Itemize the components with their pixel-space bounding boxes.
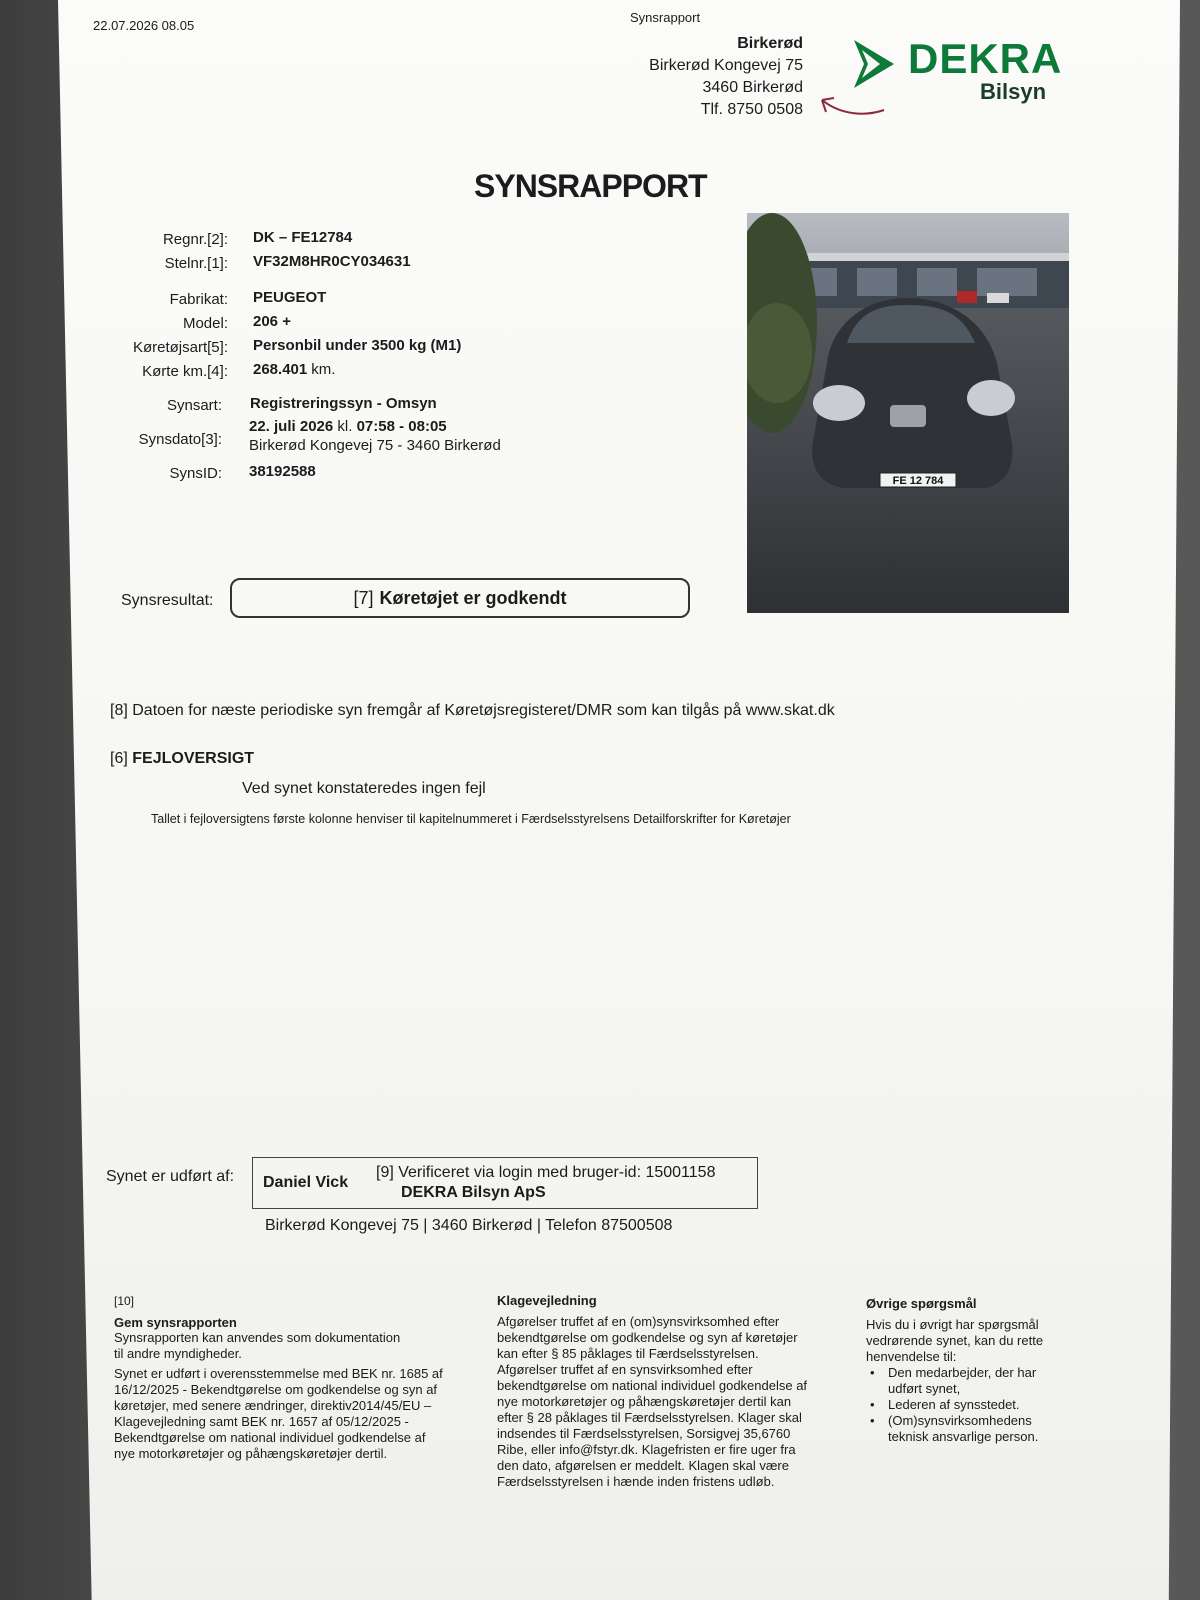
footer-save-p1 xyxy=(114,1330,484,1362)
station-street: Birkerød Kongevej 75 xyxy=(649,57,803,74)
synsdato-label: Synsdato[3]: xyxy=(138,431,222,448)
footer-complaint-title: Klagevejledning xyxy=(497,1293,597,1308)
footer-questions-title: Øvrige spørgsmål xyxy=(866,1296,977,1311)
synsid-value: 38192588 xyxy=(249,463,316,480)
vehicle-field-value-text: DK – FE12784 xyxy=(253,229,353,246)
footer-save-title: Gem synsrapporten xyxy=(114,1315,237,1330)
footer-line: den dato, afgørelsen er meddelt. Klagen skal være xyxy=(497,1458,789,1473)
footer-ref: [10] xyxy=(114,1294,135,1308)
vehicle-field-label: Køretøjsart[5]: xyxy=(132,339,228,356)
synsdato-date: 22. juli 2026 xyxy=(249,418,334,435)
vehicle-field-value-text: VF32M8HR0CY034631 xyxy=(253,253,411,270)
footer-questions-text xyxy=(866,1317,1096,1365)
footer-line: nye motorkøretøjer og påhængskøretøjer dertil. xyxy=(114,1446,388,1461)
footer-line: bekendtgørelse om godkendelse og syn af køretøjer xyxy=(497,1330,798,1345)
bullet-line: udført synet, xyxy=(888,1381,961,1396)
page-title: SYNSRAPPORT xyxy=(474,168,707,204)
station-phone: Tlf. 8750 0508 xyxy=(700,101,803,118)
footer-line: Synsrapporten kan anvendes som dokumentation xyxy=(114,1330,401,1345)
logo-text: DEKRA xyxy=(908,35,1063,82)
footer-line: til andre myndigheder. xyxy=(114,1346,242,1361)
synsid-label: SynsID: xyxy=(169,465,222,482)
footer-save-p2 xyxy=(114,1366,484,1462)
result-code: [7] xyxy=(353,587,374,608)
footer-line: vedrørende synet, kan du rette xyxy=(866,1333,1044,1348)
footer-line: indsendes til Færdselsstyrelsen, Sorsigvej 35,6760 xyxy=(497,1426,791,1441)
signature-address: Birkerød Kongevej 75 | 3460 Birkerød | Telefon 87500508 xyxy=(265,1217,673,1234)
station-name: Birkerød xyxy=(737,35,803,52)
footer-col-questions xyxy=(866,1296,1096,1445)
verified-line: [9] Verificeret via login med bruger-id: 15001158 xyxy=(376,1164,716,1181)
footer-line: Afgørelser truffet af en (om)synsvirksomhed efter xyxy=(497,1314,780,1329)
station-address xyxy=(560,33,803,121)
vehicle-field-value xyxy=(253,313,291,331)
vehicle-field-value xyxy=(253,229,352,247)
inspector-name: Daniel Vick xyxy=(263,1174,349,1191)
bullet-dot-icon: • xyxy=(870,1413,875,1428)
result-box xyxy=(230,578,690,618)
footer-line: kan efter § 85 påklages til Færdselsstyrelsen. xyxy=(497,1346,759,1361)
footer-questions-list xyxy=(866,1365,1096,1445)
footer-line: Klagevejledning samt BEK nr. 1657 af 05/12/2025 - xyxy=(114,1414,409,1429)
footer-line: Synet er udført i overensstemmelse med BEK nr. 1685 af xyxy=(114,1366,443,1381)
bullet-line: Den medarbejder, der har xyxy=(888,1365,1037,1380)
bullet-line: (Om)synsvirksomhedens xyxy=(888,1413,1032,1428)
car-photo-illustration xyxy=(747,213,1069,613)
synsart-label: Synsart: xyxy=(166,397,222,414)
synsdato-place: Birkerød Kongevej 75 - 3460 Birkerød xyxy=(249,437,501,454)
vehicle-field-unit: km. xyxy=(311,361,336,378)
result-text: Køretøjet er godkendt xyxy=(379,587,567,608)
station-city: 3460 Birkerød xyxy=(702,79,803,96)
vehicle-field-value xyxy=(253,337,461,355)
bullet-dot-icon: • xyxy=(870,1397,875,1412)
synsdato-time-prefix: kl. xyxy=(337,418,353,435)
footer-col-complaint xyxy=(497,1293,847,1490)
pen-arrow-mark-icon xyxy=(812,86,888,120)
vehicle-field-label: Fabrikat: xyxy=(169,291,228,308)
footer-line: nye motorkøretøjer og påhængskøretøjer dertil kan xyxy=(497,1394,792,1409)
signature-label: Synet er udført af: xyxy=(106,1168,235,1185)
fault-heading-code: [6] xyxy=(110,750,128,767)
vehicle-field-value-text: 268.401 xyxy=(253,361,308,378)
footer-complaint-text xyxy=(497,1314,847,1490)
vehicle-field-value xyxy=(253,361,335,379)
fault-heading-text: FEJLOVERSIGT xyxy=(132,750,255,767)
footer-line: køretøjer, med senere ændringer, direktiv2014/45/EU – xyxy=(114,1398,432,1413)
vehicle-field-value-text: 206 + xyxy=(253,313,291,330)
bullet-item xyxy=(866,1365,1096,1397)
vehicle-field-label: Regnr.[2]: xyxy=(162,231,228,248)
next-inspection-note: [8] Datoen for næste periodiske syn fremgår af Køretøjsregisteret/DMR som kan tilgås på www.skat.dk xyxy=(110,702,835,719)
doc-label: Synsrapport xyxy=(630,10,701,25)
vehicle-field-value-text: Personbil under 3500 kg (M1) xyxy=(253,337,462,354)
footer-line: Ribe, eller info@fstyr.dk. Klagefristen er fire uger fra xyxy=(497,1442,796,1457)
synsart-value: Registreringssyn - Omsyn xyxy=(250,395,437,412)
bullet-item xyxy=(866,1397,1096,1413)
footer-line: Hvis du i øvrigt har spørgsmål xyxy=(866,1317,1039,1332)
vehicle-field-value-text: PEUGEOT xyxy=(253,289,327,306)
bullet-line: teknisk ansvarlige person. xyxy=(888,1429,1039,1444)
footer-line: Færdselsstyrelsen i hænde inden fristens udløb. xyxy=(497,1474,775,1489)
bullet-line: Lederen af synsstedet. xyxy=(888,1397,1020,1412)
footer-line: efter § 28 påklages til Færdselsstyrelsen. Klager skal xyxy=(497,1410,802,1425)
footer-line: 16/12/2025 - Bekendtgørelse om godkendelse og syn af xyxy=(114,1382,438,1397)
vehicle-field-label: Kørte km.[4]: xyxy=(142,363,228,380)
company-name: DEKRA Bilsyn ApS xyxy=(401,1184,546,1201)
fault-heading xyxy=(110,750,254,768)
footer-col-save xyxy=(114,1293,484,1462)
vehicle-field-label: Model: xyxy=(182,315,228,332)
dekra-triangle-icon xyxy=(850,38,898,90)
footer-line: henvendelse til: xyxy=(866,1349,957,1364)
synsdato-value xyxy=(249,417,501,455)
vehicle-field-value xyxy=(253,253,411,271)
vehicle-photo xyxy=(747,213,1069,613)
fault-footnote: Tallet i fejloversigtens første kolonne henviser til kapitelnummeret i Færdselsstyrelsens Detailforskrifter for Køretøjer xyxy=(151,812,791,826)
logo-sub: Bilsyn xyxy=(980,79,1047,104)
synsdato-time: 07:58 - 08:05 xyxy=(356,418,447,435)
footer-line: bekendtgørelse om national individuel godkendelse af xyxy=(497,1378,808,1393)
fault-text: Ved synet konstateredes ingen fejl xyxy=(242,780,486,797)
vehicle-field-label: Stelnr.[1]: xyxy=(164,255,228,272)
bullet-dot-icon: • xyxy=(870,1365,875,1380)
bullet-item xyxy=(866,1413,1096,1445)
footer-line: Afgørelser truffet af en synsvirksomhed efter xyxy=(497,1362,753,1377)
plate-text: FE 12 784 xyxy=(892,475,944,487)
signature-box xyxy=(252,1157,758,1209)
result-label: Synsresultat: xyxy=(121,592,214,609)
print-datetime: 22.07.2026 08.05 xyxy=(93,18,195,33)
vehicle-field-value xyxy=(253,289,326,307)
footer-line: Bekendtgørelse om national individuel godkendelse af xyxy=(114,1430,426,1445)
